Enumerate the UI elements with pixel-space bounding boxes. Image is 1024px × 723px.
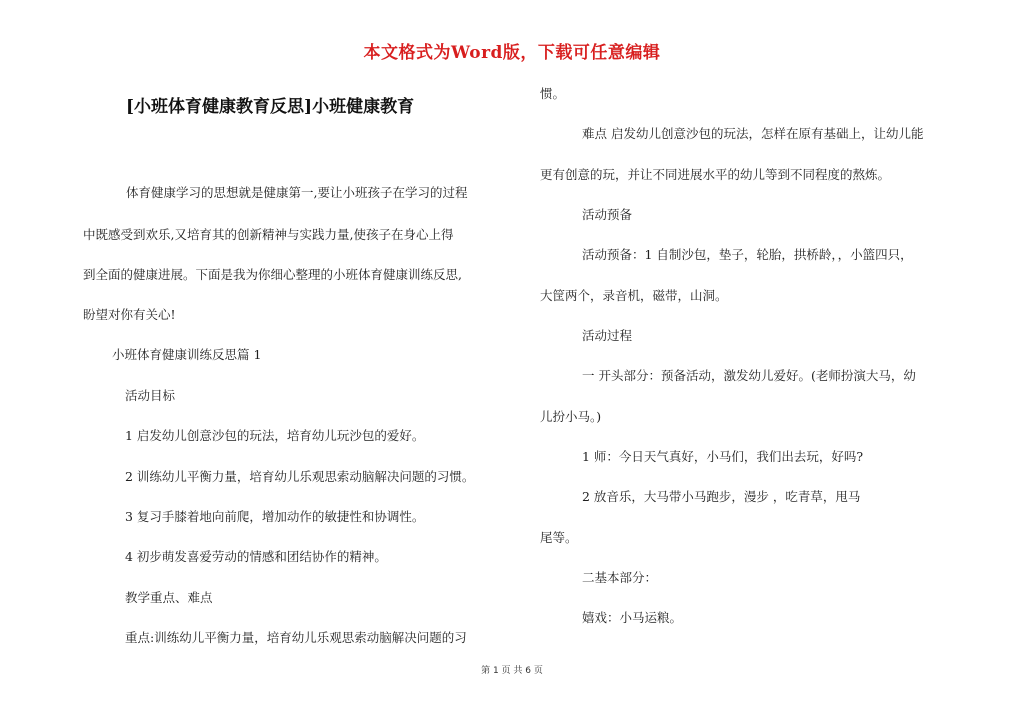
- paragraph-line: 到全面的健康进展。下面是我为你细心整理的小班体育健康训练反思,: [83, 267, 462, 282]
- paragraph-line: 中既感受到欢乐,又培育其的创新精神与实践力量,使孩子在身心上得: [83, 227, 454, 242]
- subheading: 教学重点、难点: [125, 590, 213, 605]
- download-banner: 本文格式为Word版，下载可任意编辑: [363, 43, 661, 63]
- list-item: 4 初步萌发喜爱劳动的情感和团结协作的精神。: [125, 549, 387, 564]
- paragraph-line: 儿扮小马。): [540, 409, 602, 424]
- list-item: 3 复习手膝着地向前爬，增加动作的敏捷性和协调性。: [125, 509, 425, 524]
- paragraph-line: 盼望对你有关心!: [83, 307, 176, 322]
- paragraph-line: 更有创意的玩，并让不同进展水平的幼儿等到不同程度的熬炼。: [540, 167, 891, 182]
- subheading: 活动目标: [125, 388, 176, 403]
- subheading: 活动过程: [582, 328, 633, 343]
- paragraph-line: 体育健康学习的思想就是健康第一,要让小班孩子在学习的过程: [126, 185, 468, 200]
- paragraph-line: 大筐两个，录音机，磁带，山洞。: [540, 288, 728, 303]
- section-heading: 小班体育健康训练反思篇 1: [112, 347, 262, 362]
- page-number: 第 1 页 共 6 页: [481, 666, 543, 676]
- paragraph-line: 2 放音乐，大马带小马跑步，漫步 ，吃青草，甩马: [582, 489, 861, 504]
- paragraph-line: 重点:训练幼儿平衡力量，培育幼儿乐观思索动脑解决问题的习: [125, 630, 467, 645]
- paragraph-line: 惯。: [540, 86, 566, 101]
- document-title: [小班体育健康教育反思]小班健康教育: [126, 97, 415, 117]
- paragraph-line: 1 师：今日天气真好，小马们，我们出去玩，好吗?: [582, 449, 864, 464]
- paragraph-line: 嬉戏：小马运粮。: [582, 610, 683, 625]
- paragraph-line: 活动预备：1 自制沙包，垫子，轮胎，拱桥龄，，小篮四只，: [582, 247, 913, 262]
- paragraph-line: 难点 启发幼儿创意沙包的玩法，怎样在原有基础上，让幼儿能: [582, 126, 924, 141]
- subheading: 二基本部分：: [582, 570, 658, 585]
- list-item: 1 启发幼儿创意沙包的玩法，培育幼儿玩沙包的爱好。: [125, 428, 425, 443]
- paragraph-line: 尾等。: [540, 530, 578, 545]
- list-item: 2 训练幼儿平衡力量，培育幼儿乐观思索动脑解决问题的习惯。: [125, 469, 475, 484]
- paragraph-line: 一 开头部分：预备活动，激发幼儿爱好。(老师扮演大马，幼: [582, 368, 916, 383]
- subheading: 活动预备: [582, 207, 633, 222]
